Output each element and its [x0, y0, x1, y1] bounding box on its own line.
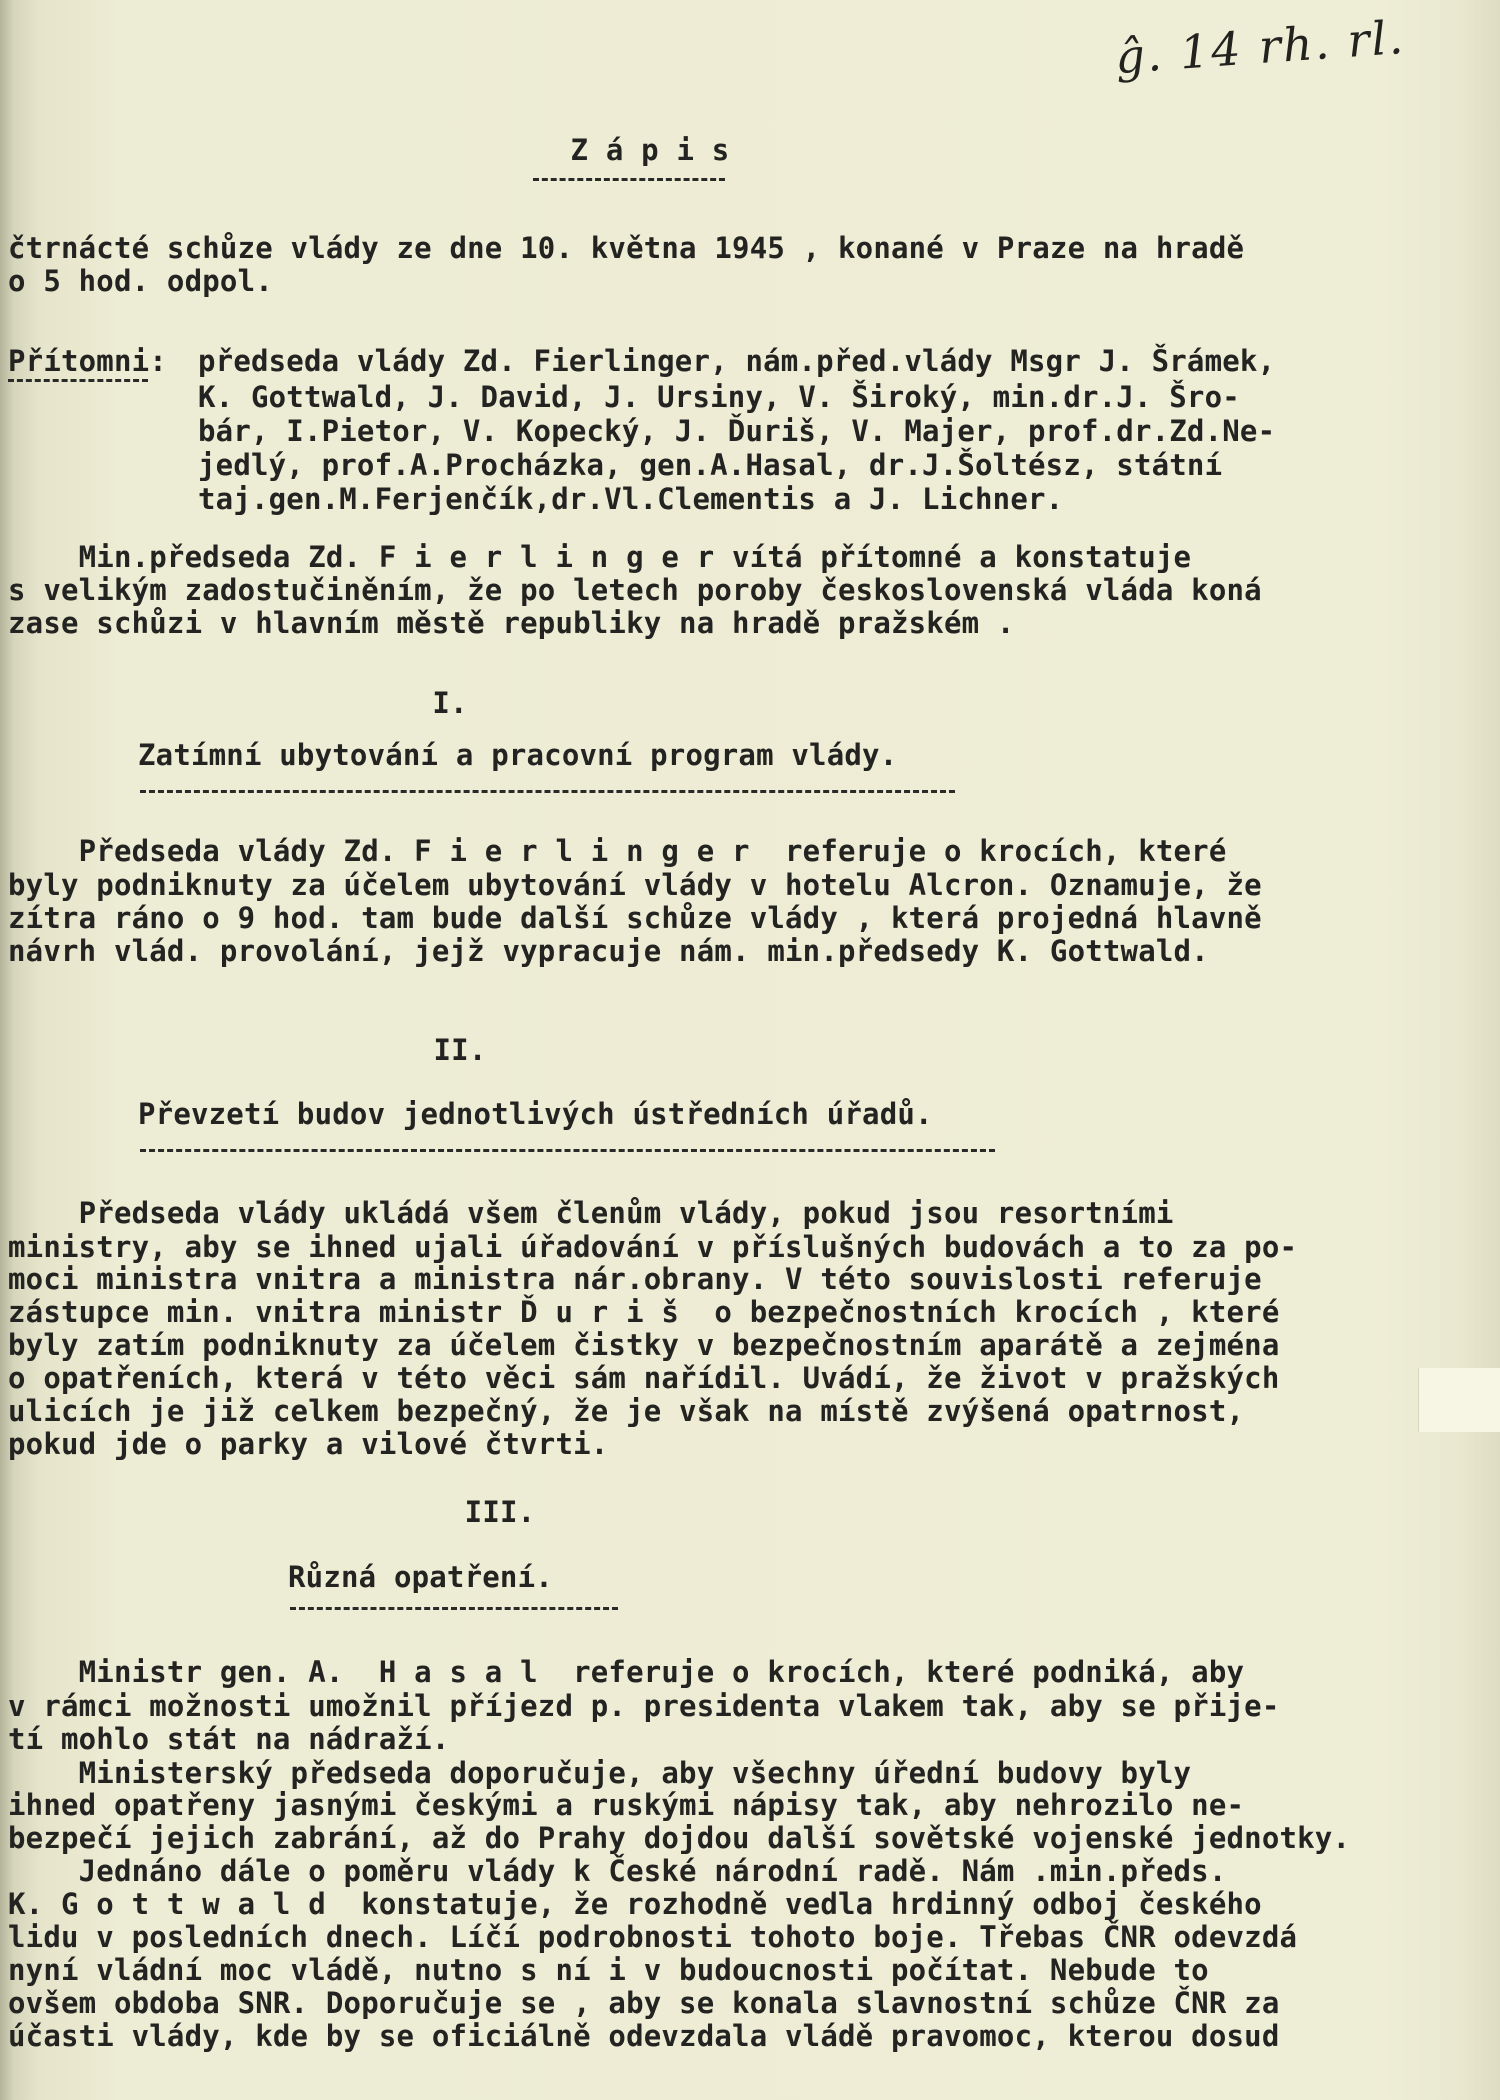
section-line: účasti vlády, kde by se oficiálně odevzdala vládě pravomoc, kterou dosud: [8, 2019, 1280, 2053]
paper-edge-tab: [1418, 1368, 1500, 1432]
section-heading: Různá opatření.: [288, 1560, 553, 1594]
section-line: v rámci možnosti umožnil příjezd p. presidenta vlakem tak, aby se přije-: [8, 1689, 1280, 1723]
document-title: Z á p i s: [570, 133, 730, 167]
section-line: ministry, aby se ihned ujali úřadování v příslušných budovách a to za po-: [8, 1230, 1298, 1264]
section-line: ihned opatřeny jasnými českými a ruskými nápisy tak, aby nehrozilo ne-: [8, 1788, 1245, 1822]
section-number: I.: [432, 686, 468, 720]
section-line: ulicích je již celkem bezpečný, že je však na místě zvýšená opatrnost,: [8, 1394, 1245, 1428]
attendance-line: jedlý, prof.A.Procházka, gen.A.Hasal, dr.J.Šoltész, státní: [198, 448, 1223, 482]
title-underline: [533, 178, 725, 181]
section-line: zítra ráno o 9 hod. tam bude další schůze vlády , která projedná hlavně: [8, 901, 1262, 935]
section-heading: Zatímní ubytování a pracovní program vlády.: [138, 738, 898, 772]
section-number: II.: [433, 1033, 487, 1067]
attendance-label-underline: [8, 379, 148, 382]
section-line: ovšem obdoba SNR. Doporučuje se , aby se konala slavnostní schůze ČNR za: [8, 1986, 1280, 2020]
section-line: Předseda vlády ukládá všem členům vlády, pokud jsou resortními: [8, 1196, 1174, 1230]
section-line: moci ministra vnitra a ministra nár.obrany. V této souvislosti referuje: [8, 1262, 1262, 1296]
section-line: K. G o t t w a l d konstatuje, že rozhodně vedla hrdinný odboj českého: [8, 1887, 1262, 1921]
section-line: Jednáno dále o poměru vlády k České národní radě. Nám .min.předs.: [8, 1854, 1227, 1888]
intro-line: s velikým zadostučiněním, že po letech poroby československá vláda koná: [8, 573, 1262, 607]
section-line: byly podniknuty za účelem ubytování vlády v hotelu Alcron. Oznamuje, že: [8, 868, 1262, 902]
section-line: návrh vlád. provolání, jejž vypracuje nám. min.předsedy K. Gottwald.: [8, 934, 1209, 968]
attendance-label: Přítomni:: [8, 344, 167, 378]
section-number: III.: [464, 1495, 536, 1529]
section-line: zástupce min. vnitra ministr Ď u r i š o bezpečnostních krocích , které: [8, 1295, 1280, 1329]
section-heading-underline: [140, 1149, 995, 1152]
section-heading-underline: [140, 790, 955, 793]
subtitle-line: o 5 hod. odpol.: [8, 264, 273, 298]
attendance-line: taj.gen.M.Ferjenčík,dr.Vl.Clementis a J. Lichner.: [198, 482, 1064, 516]
section-line: byly zatím podniknuty za účelem čistky v bezpečnostním aparátě a zejména: [8, 1328, 1280, 1362]
attendance-line: předseda vlády Zd. Fierlinger, nám.před.vlády Msgr J. Šrámek,: [198, 344, 1276, 378]
section-line: Ministerský předseda doporučuje, aby všechny úřední budovy byly: [8, 1756, 1192, 1790]
intro-line: zase schůzi v hlavním městě republiky na hradě pražském .: [8, 606, 1015, 640]
attendance-line: bár, I.Pietor, V. Kopecký, J. Ďuriš, V. Majer, prof.dr.Zd.Ne-: [198, 414, 1276, 448]
intro-line: Min.předseda Zd. F i e r l i n g e r vítá přítomné a konstatuje: [8, 540, 1192, 574]
section-line: Ministr gen. A. H a s a l referuje o krocích, které podniká, aby: [8, 1655, 1245, 1689]
section-line: tí mohlo stát na nádraží.: [8, 1722, 450, 1756]
section-line: nyní vládní moc vládě, nutno s ní i v budoucnosti počítat. Nebude to: [8, 1953, 1209, 1987]
section-heading: Převzetí budov jednotlivých ústředních úřadů.: [138, 1097, 933, 1131]
handwritten-annotation: ĝ. 14 rh. rl.: [1113, 9, 1407, 85]
section-line: pokud jde o parky a vilové čtvrti.: [8, 1427, 609, 1461]
section-heading-underline: [290, 1607, 618, 1610]
attendance-line: K. Gottwald, J. David, J. Ursiny, V. Široký, min.dr.J. Šro-: [198, 380, 1240, 414]
subtitle-line: čtrnácté schůze vlády ze dne 10. května 1945 , konané v Praze na hradě: [8, 231, 1245, 265]
section-line: lidu v posledních dnech. Líčí podrobnosti tohoto boje. Třebas ČNR odevzdá: [8, 1920, 1298, 1954]
section-line: bezpečí jejich zabrání, až do Prahy dojdou další sovětské vojenské jednotky.: [8, 1821, 1351, 1855]
section-line: o opatřeních, která v této věci sám nařídil. Uvádí, že život v pražských: [8, 1361, 1280, 1395]
section-line: Předseda vlády Zd. F i e r l i n g e r referuje o krocích, které: [8, 834, 1227, 868]
